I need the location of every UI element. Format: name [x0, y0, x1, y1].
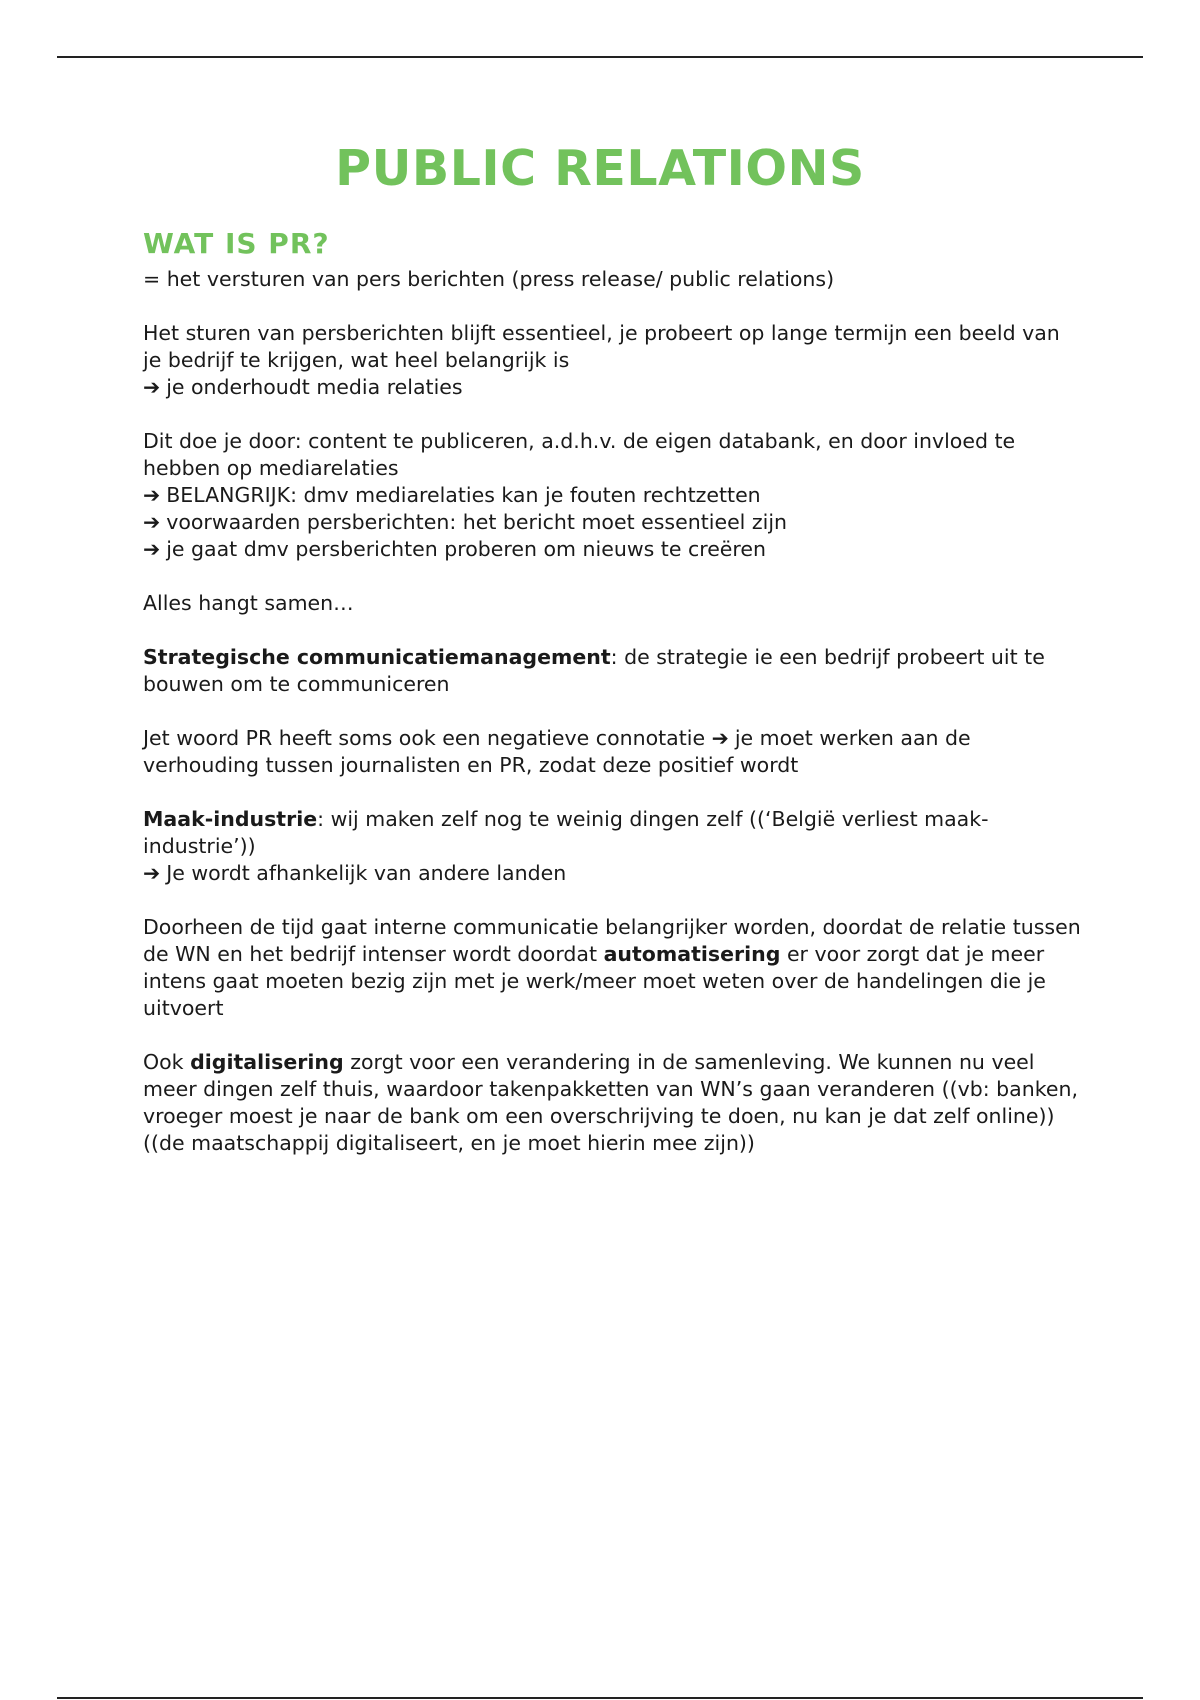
arrow-bullet — [143, 374, 1083, 401]
definition-text: = het versturen van pers berichten (press release/ public relations) — [143, 267, 835, 292]
bottom-rule — [57, 1697, 1143, 1699]
arrow-bullet-text: BELANGRIJK: dmv mediarelaties kan je fouten rechtzetten — [166, 483, 761, 508]
arrow-bullet — [143, 482, 1083, 509]
bold-term: digitalisering — [190, 1050, 344, 1075]
paragraph-text: er voor zorgt dat je meer intens gaat moeten bezig zijn met je werk/meer moet weten over de handelingen die je uitvoert — [143, 942, 1046, 1021]
arrow-right-icon: ➔ — [143, 483, 161, 508]
arrow-right-icon: ➔ — [143, 537, 161, 562]
arrow-right-icon: ➔ — [711, 726, 729, 751]
arrow-bullet-text: voorwaarden persberichten: het bericht moet essentieel zijn — [166, 510, 788, 535]
page-title: PUBLIC RELATIONS — [335, 140, 865, 197]
section-heading: WAT IS PR? — [143, 227, 330, 260]
bold-term: Maak-industrie — [143, 807, 318, 832]
paragraph-text: Het sturen van persberichten blijft essentieel, je probeert op lange termijn een beeld van je bedrijf te krijgen, wat heel belangrijk is — [143, 321, 1060, 373]
bold-term: Strategische communicatiemanagement — [143, 645, 611, 670]
paragraph-digitalisering — [143, 1049, 1083, 1157]
paragraph-text: Doorheen de tijd gaat interne communicatie belangrijker worden, doordat de relatie tussen de WN en het bedrijf intenser wordt doordat — [143, 915, 1081, 967]
paragraph-text: : de strategie ie een bedrijf probeert uit te bouwen om te communiceren — [143, 645, 1045, 697]
paragraph-text: zorgt voor een verandering in de samenleving. We kunnen nu veel meer dingen zelf thuis, waardoor takenpakketten van WN’s gaan veranderen ((vb: banken, vroeger moest je naar de bank om een overschrijving te doen, nu kan je dat zelf online)) ((de maatschappij digitaliseert, en je moet hierin mee zijn)) — [143, 1050, 1078, 1156]
arrow-right-icon: ➔ — [143, 861, 161, 886]
top-rule — [57, 56, 1143, 58]
arrow-bullet — [143, 536, 1083, 563]
arrow-bullet-text: je onderhoudt media relaties — [166, 375, 463, 400]
document-body — [143, 226, 1083, 1184]
arrow-right-icon: ➔ — [143, 375, 161, 400]
paragraph-persberichten — [143, 320, 1083, 401]
paragraph-samen — [143, 590, 1083, 617]
arrow-bullet-text: je gaat dmv persberichten proberen om nieuws te creëren — [166, 537, 767, 562]
paragraph-text: Ook — [143, 1050, 184, 1075]
paragraph-text: je moet werken aan de verhouding tussen journalisten en PR, zodat deze positief wordt — [143, 726, 971, 778]
definition-paragraph — [143, 266, 1083, 293]
paragraph-text: Dit doe je door: content te publiceren, a.d.h.v. de eigen databank, en door invloed te hebben op mediarelaties — [143, 429, 1016, 481]
arrow-right-icon: ➔ — [143, 510, 161, 535]
paragraph-content — [143, 428, 1083, 563]
paragraph-line — [143, 806, 1083, 860]
paragraph-text: Jet woord PR heeft soms ook een negatieve connotatie — [143, 726, 706, 751]
arrow-bullet-text: Je wordt afhankelijk van andere landen — [166, 861, 567, 886]
bold-term: automatisering — [603, 942, 781, 967]
paragraph-maak-industrie — [143, 806, 1083, 887]
arrow-bullet — [143, 860, 1083, 887]
paragraph-text: : wij maken zelf nog te weinig dingen zelf ((‘België verliest maak-industrie’)) — [143, 807, 989, 859]
paragraph-automatisering — [143, 914, 1083, 1022]
paragraph-connotatie — [143, 725, 1083, 779]
arrow-bullet — [143, 509, 1083, 536]
paragraph-text: Alles hangt samen… — [143, 591, 354, 616]
paragraph-strategie — [143, 644, 1083, 698]
